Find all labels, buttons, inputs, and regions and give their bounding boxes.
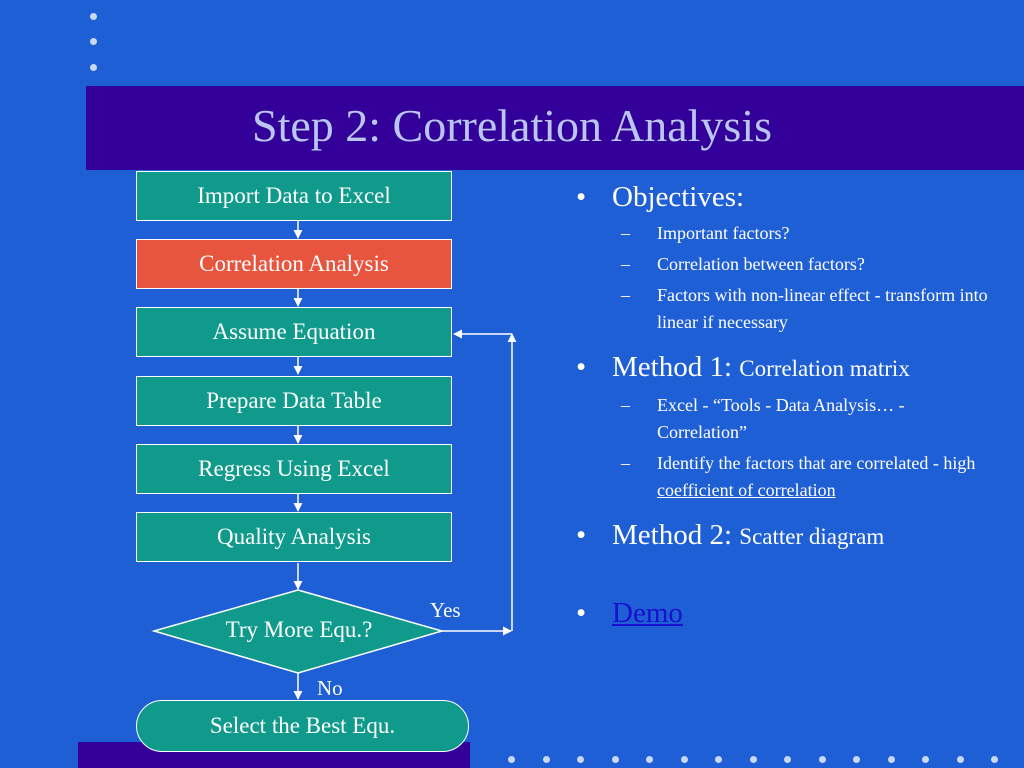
bullet-detail: Scatter diagram [739,524,885,549]
flow-step-quality: Quality Analysis [136,512,452,562]
bullet-detail: Correlation matrix [739,356,910,381]
sub-bullet [576,220,996,247]
bullet-heading: Method 1: [612,351,733,383]
dash-marker: – [621,395,630,415]
bullet-marker: • [576,597,587,629]
sub-bullet [576,450,996,504]
bullet-method2 [576,516,996,556]
coefficient-link[interactable]: coefficient of correlation [657,480,836,500]
dash-marker: – [621,285,630,305]
bullet-heading: Method 2: [612,519,733,551]
sub-bullet-text: Important factors? [657,223,790,243]
sub-bullet [576,282,996,336]
bullet-demo [576,594,996,632]
flow-step-regress: Regress Using Excel [136,444,452,494]
page-title: Step 2: Correlation Analysis [251,100,772,151]
bullet-list [576,178,996,632]
sub-bullet [576,251,996,278]
decision-label: Try More Equ.? [225,617,373,642]
dash-marker: – [621,223,630,243]
sub-bullet-text: Factors with non-linear effect - transform into linear if necessary [657,285,988,332]
bullet-objectives [576,178,996,216]
flow-step-assume: Assume Equation [136,307,452,357]
flow-step-prepare: Prepare Data Table [136,376,452,426]
bullet-marker: • [576,181,587,213]
bullet-marker: • [576,519,587,551]
sub-bullet-text: Identify the factors that are correlated - high [657,453,976,473]
flow-terminal: Select the Best Equ. [136,700,469,752]
bullet-heading: Objectives: [612,181,745,213]
sub-bullet-text: Excel - “Tools - Data Analysis… - Correlation” [657,395,905,442]
demo-link[interactable]: Demo [612,597,683,629]
sub-bullet [576,392,996,446]
flow-step-correlation: Correlation Analysis [136,239,452,289]
flow-step-import: Import Data to Excel [136,171,452,221]
dash-marker: – [621,453,630,473]
yes-label: Yes [430,598,461,622]
no-label: No [317,676,343,700]
dash-marker: – [621,254,630,274]
bullet-method1 [576,348,996,388]
bullet-marker: • [576,351,587,383]
sub-bullet-text: Correlation between factors? [657,254,865,274]
